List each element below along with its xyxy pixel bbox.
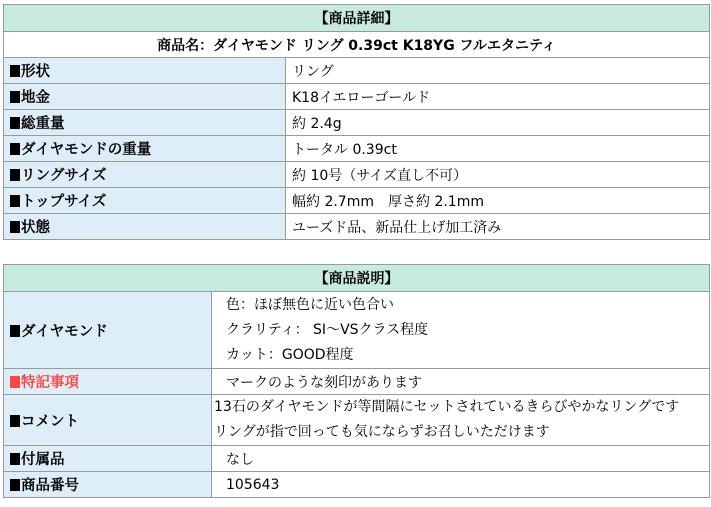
metal-value: K18イエローゴールド: [286, 84, 710, 110]
product-number-label: 商品番号: [4, 472, 212, 498]
condition-value: ユーズド品、新品仕上げ加工済み: [286, 214, 710, 240]
square-bullet-icon: [10, 117, 20, 129]
square-bullet-icon: [10, 91, 20, 103]
comment-label: コメント: [4, 395, 212, 446]
comment-line: リングが指で回っても気にならずお召しいただけます: [214, 424, 550, 440]
product-name: 商品名：ダイヤモンド リング 0.39ct K18YG フルエタニティ: [4, 32, 710, 58]
diamond-value: [212, 292, 710, 369]
diamond-clarity-line: クラリティ： SI～VSクラス程度: [226, 321, 429, 338]
comment-line: 13石のダイヤモンドが等間隔にセットされているきらびやかなリングです: [214, 399, 680, 415]
special-notes-value: マークのような刻印があります: [212, 369, 710, 395]
top-size-label: トップサイズ: [4, 188, 286, 214]
diamond-weight-value: トータル 0.39ct: [286, 136, 710, 162]
ring-size-label: リングサイズ: [4, 162, 286, 188]
description-header: 【商品説明】: [4, 265, 710, 292]
square-bullet-icon: [10, 143, 20, 155]
square-bullet-icon: [10, 169, 20, 181]
diamond-color-line: 色：ほぼ無色に近い色合い: [226, 296, 394, 313]
total-weight-value: 約 2.4g: [286, 110, 710, 136]
product-number-value: 105643: [212, 472, 710, 498]
product-description-table: [3, 264, 710, 498]
square-bullet-icon: [10, 376, 20, 388]
square-bullet-icon: [10, 221, 20, 233]
diamond-label: ダイヤモンド: [4, 292, 212, 369]
square-bullet-icon: [10, 415, 20, 427]
metal-label: 地金: [4, 84, 286, 110]
square-bullet-icon: [10, 325, 20, 337]
comment-value: [212, 395, 710, 446]
top-size-value: 幅約 2.7mm 厚さ約 2.1mm: [286, 188, 710, 214]
ring-size-value: 約 10号（サイズ直し不可）: [286, 162, 710, 188]
total-weight-label: 総重量: [4, 110, 286, 136]
accessories-value: なし: [212, 446, 710, 472]
square-bullet-icon: [10, 65, 20, 77]
diamond-weight-label: ダイヤモンドの重量: [4, 136, 286, 162]
shape-value: リング: [286, 58, 710, 84]
diamond-cut-line: カット：GOOD程度: [226, 346, 354, 363]
square-bullet-icon: [10, 453, 20, 465]
square-bullet-icon: [10, 479, 20, 491]
accessories-label: 付属品: [4, 446, 212, 472]
shape-label: 形状: [4, 58, 286, 84]
special-notes-label: 特記事項: [4, 369, 212, 395]
details-header: 【商品詳細】: [4, 5, 710, 32]
square-bullet-icon: [10, 195, 20, 207]
condition-label: 状態: [4, 214, 286, 240]
product-details-table: [3, 4, 710, 240]
